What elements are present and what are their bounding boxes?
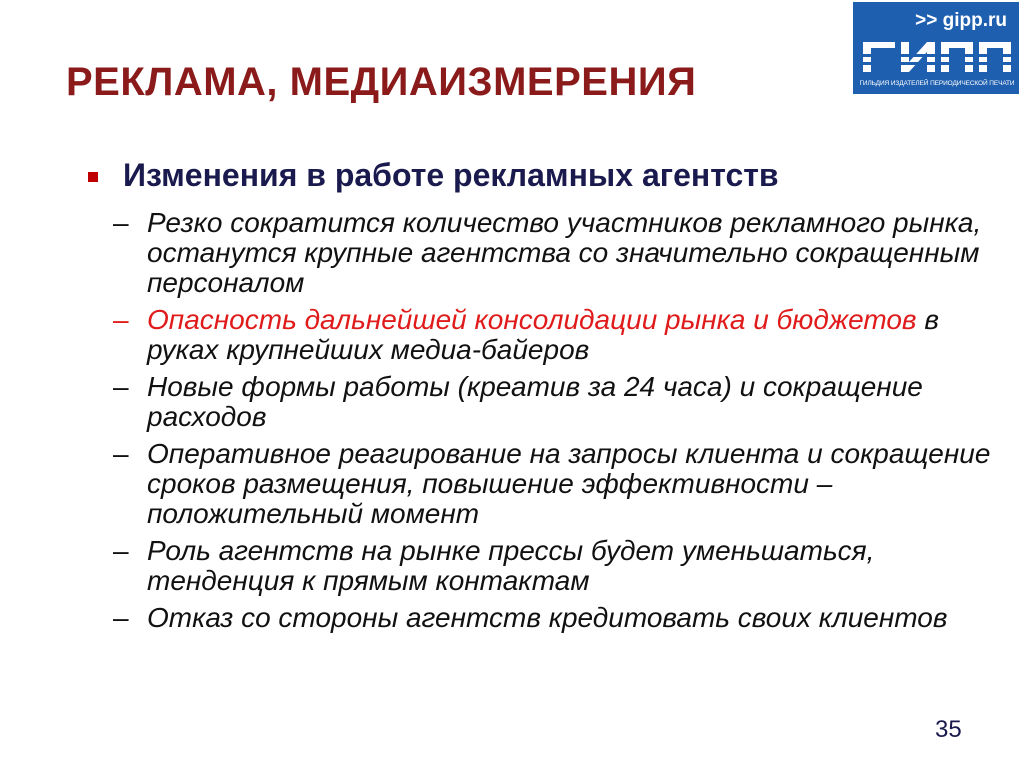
sub-bullet-text: Роль агентств на рынке прессы будет уменьшаться, тенденция к прямым контактам bbox=[147, 535, 875, 596]
main-bullet bbox=[88, 157, 779, 194]
dash-marker: – bbox=[113, 371, 129, 402]
square-bullet-icon bbox=[88, 172, 98, 182]
sub-bullet-item bbox=[113, 439, 993, 529]
sub-bullet-text: Оперативное реагирование на запросы клиента и сокращение сроков размещения, повышение эффективности – положительный момент bbox=[147, 438, 991, 529]
sub-bullet-text bbox=[147, 305, 993, 365]
dash-marker: – bbox=[113, 602, 129, 633]
gipp-wordmark-icon bbox=[863, 38, 1013, 76]
gipp-logo[interactable] bbox=[851, 0, 1021, 96]
sub-bullet-item bbox=[113, 305, 993, 365]
logo-url-text: >> gipp.ru bbox=[915, 10, 1007, 31]
sub-bullet-item bbox=[113, 372, 993, 432]
logo-caption: ГИЛЬДИЯ ИЗДАТЕЛЕЙ ПЕРИОДИЧЕСКОЙ ПЕЧАТИ bbox=[859, 80, 1015, 87]
highlighted-text: Опасность дальнейшей консолидации рынка и бюджетов bbox=[147, 304, 917, 335]
main-bullet-text: Изменения в работе рекламных агентств bbox=[123, 157, 779, 193]
sub-bullet-text: Новые формы работы (креатив за 24 часа) и сокращение расходов bbox=[147, 371, 923, 432]
sub-bullet-text: Резко сократится количество участников рекламного рынка, останутся крупные агентства со значительно сокращенным персоналом bbox=[147, 207, 982, 298]
page-number: 35 bbox=[935, 716, 962, 743]
dash-marker: – bbox=[113, 438, 129, 469]
dash-marker: – bbox=[113, 304, 129, 335]
dash-marker: – bbox=[113, 535, 129, 566]
sub-bullet-text-rest: в руках крупнейших медиа-байеров bbox=[147, 304, 939, 365]
sub-bullet-item bbox=[113, 208, 993, 298]
dash-marker: – bbox=[113, 207, 129, 238]
sub-bullet-text: Отказ со стороны агентств кредитовать своих клиентов bbox=[147, 602, 948, 633]
sub-bullet-item bbox=[113, 536, 993, 596]
slide-title: РЕКЛАМА, МЕДИАИЗМЕРЕНИЯ bbox=[66, 60, 697, 104]
sub-bullet-list bbox=[113, 208, 993, 640]
sub-bullet-item bbox=[113, 603, 993, 633]
